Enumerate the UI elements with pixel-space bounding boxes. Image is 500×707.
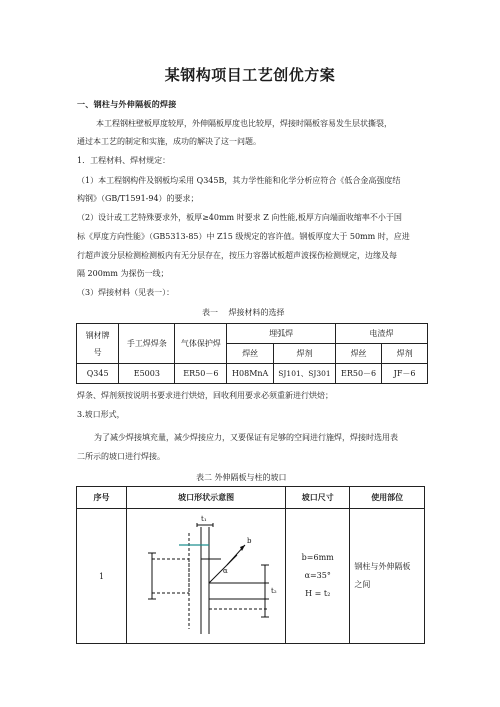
diagram-label: b	[247, 537, 252, 545]
paragraph-line: 焊条、焊剂须按说明书要求进行烘焙，回收利用要求必须重新进行烘焙；	[77, 391, 333, 400]
list-item-heading: 1．工程材料、焊材规定：	[77, 156, 171, 165]
table-cell: Q345	[77, 364, 119, 384]
paragraph-line: 行超声波分层检测检测板内有无分层存在，按压力容器试板超声波探伤检测规定，边缘及每	[77, 251, 397, 260]
table-header-cell: 坡口形状示意图	[127, 487, 286, 509]
table-cell: 1	[77, 509, 127, 644]
table-cell: ER50－6	[335, 364, 381, 384]
paragraph-line: （2）设计或工艺特殊要求外，板厚≥40mm 时要求 Z 向性能,板厚方向端面收缩率不小于国	[77, 213, 402, 222]
table-header-cell: 手工焊焊条	[119, 324, 175, 364]
table-header-cell: 气体保护焊	[175, 324, 227, 364]
diagram-label: t₂	[271, 587, 277, 595]
section-heading: 一、钢柱与外伸隔板的焊接	[77, 99, 177, 109]
table-header-cell: 序号	[77, 487, 127, 509]
table-header-cell: 焊丝	[335, 344, 381, 364]
paragraph-line: 本工程钢柱壁板厚度较厚，外伸隔板厚度也比较厚，焊接时隔板容易发生层状撕裂，	[96, 119, 392, 128]
table-header-cell: 焊剂	[382, 344, 428, 364]
table-header-cell: 钢材牌 号	[77, 324, 119, 364]
table-row	[77, 364, 428, 384]
table-header-cell: 使用部位	[350, 487, 425, 509]
paragraph-line: 隔 200mm 为探伤一线；	[77, 269, 169, 278]
table-cell: JF－6	[382, 364, 428, 384]
table-header-cell: 埋弧焊	[227, 324, 336, 344]
groove-table	[76, 486, 425, 644]
groove-diagram	[127, 509, 285, 643]
paragraph-line: （3）焊接材料（见表一）：	[77, 288, 175, 297]
table-header-cell: 坡口尺寸	[286, 487, 350, 509]
table-cell: H08MnA	[227, 364, 274, 384]
paragraph-line: 通过本工艺的制定和实施，成功的解决了这一问题。	[77, 137, 261, 146]
table-header-cell: 电渣焊	[335, 324, 427, 344]
paragraph-line: 构钢》（GB/T1591-94）的要求；	[77, 194, 199, 203]
paragraph-line: 标《厚度方向性能》（GB5313-85）中 Z15 级规定的容许值。钢板厚度大于 50mm 时，应进	[77, 232, 410, 241]
table-cell: SJ101、SJ301	[274, 364, 336, 384]
paragraph-line: （1）本工程钢构件及钢板均采用 Q345B，其力学性能和化学分析应符合《低合金高强度结	[77, 176, 401, 185]
usage-cell: 钢柱与外伸隔板 之间	[350, 509, 425, 644]
table-row	[77, 509, 425, 644]
paragraph-line: 为了减少焊接填充量，减少焊接应力，又要保证有足够的空间进行施焊，焊接时选用表	[94, 433, 398, 442]
table2-caption: 表二 外伸隔板与柱的坡口	[196, 473, 287, 482]
table-cell: ER50－6	[175, 364, 227, 384]
table-header-cell: 焊丝	[227, 344, 274, 364]
table1-caption: 表一 焊接材料的选择	[202, 308, 285, 317]
diagram-label: t₁	[201, 515, 207, 523]
table-header-cell: 焊剂	[274, 344, 336, 364]
groove-size-cell: b=6mm α=35° H = t₂	[286, 509, 350, 644]
list-item-heading: 3.坡口形式，	[77, 410, 125, 419]
welding-materials-table	[76, 323, 428, 384]
paragraph-line: 二所示的坡口进行焊接。	[77, 452, 165, 461]
document-title: 某钢构项目工艺创优方案	[164, 66, 336, 84]
table-cell: E5003	[119, 364, 175, 384]
diagram-label: α	[223, 567, 228, 575]
groove-diagram-cell	[127, 509, 286, 644]
